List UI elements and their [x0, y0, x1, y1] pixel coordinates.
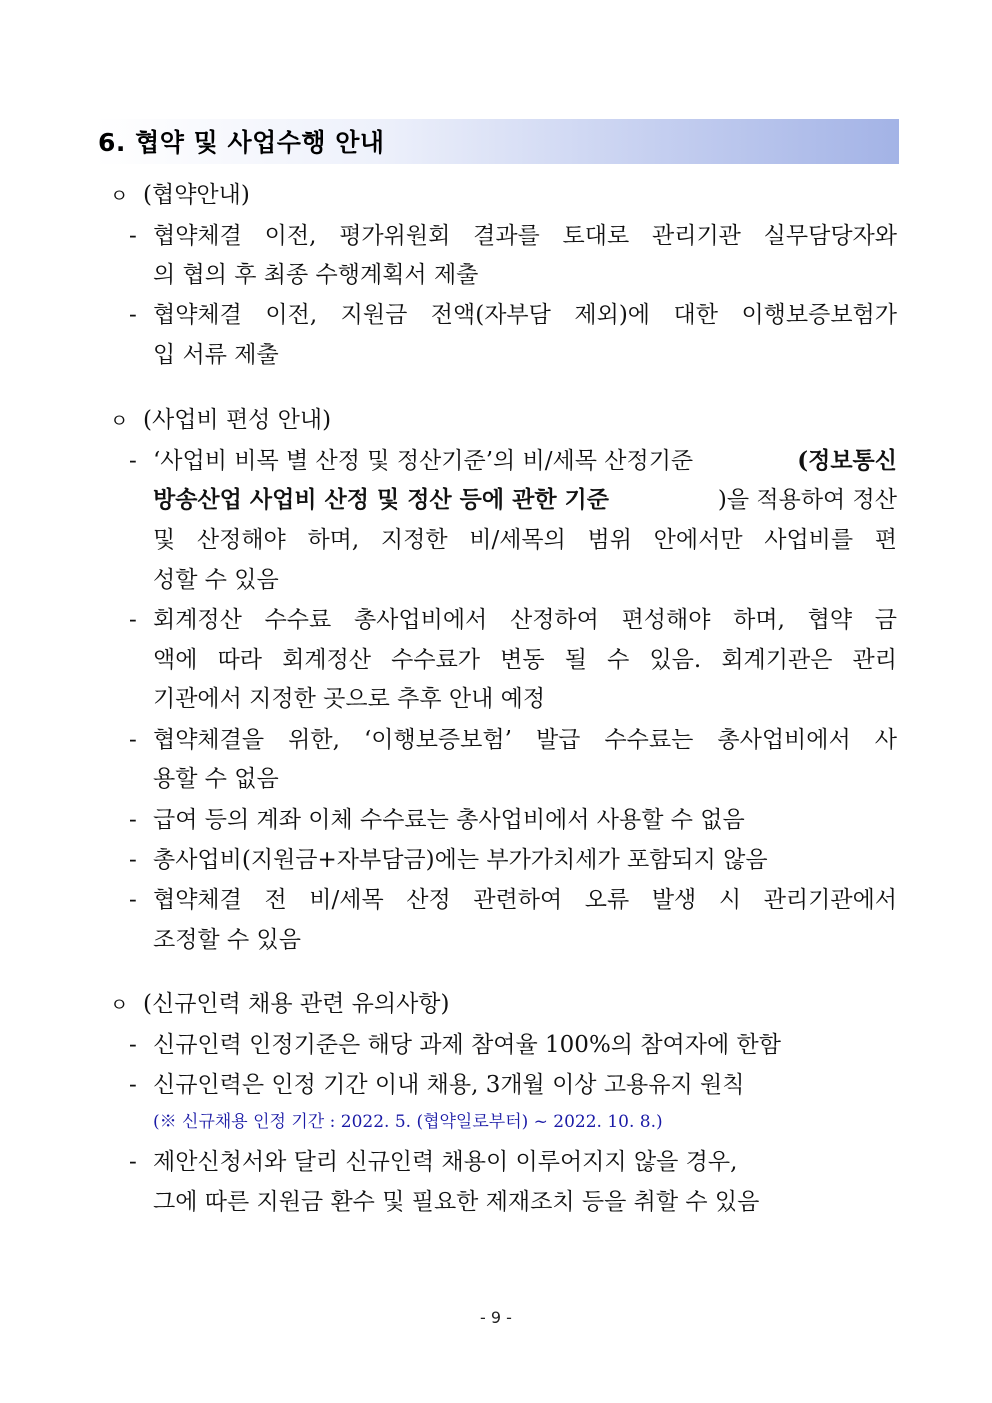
dash-bullet: -: [129, 887, 137, 913]
item-line-mixed: [153, 483, 897, 517]
item-line: 그에 따른 지원금 환수 및 필요한 제재조치 등을 취할 수 있음: [153, 1189, 760, 1215]
item-line: 제안신청서와 달리 신규인력 채용이 이루어지지 않을 경우,: [153, 1149, 738, 1175]
group-heading: (신규인력 채용 관련 유의사항): [143, 991, 450, 1017]
item-line: 신규인력 인정기준은 해당 과제 참여율 100%의 참여자에 한함: [153, 1032, 781, 1058]
item-text: )을 적용하여 정산: [717, 487, 897, 513]
group-bullet: [110, 987, 128, 1021]
item-text-bold: 방송산업 사업비 산정 및 정산 등에 관한 기준: [153, 486, 609, 513]
dash-bullet: -: [129, 727, 137, 753]
circle-bullet-icon: ㅇ: [110, 410, 129, 432]
section-title: 6. 협약 및 사업수행 안내: [98, 128, 385, 157]
dash-bullet: -: [129, 1032, 137, 1058]
item-line: 조정할 수 있음: [153, 927, 301, 953]
item-line-mixed: [153, 444, 897, 478]
item-line: 협약체결 이전, 지원금 전액(자부담 제외)에 대한 이행보증보험가: [153, 302, 897, 328]
item-line: 회계정산 수수료 총사업비에서 산정하여 편성해야 하며, 협약 금: [153, 607, 897, 633]
item-line: 의 협의 후 최종 수행계획서 제출: [153, 262, 479, 288]
item-line: 액에 따라 회계정산 수수료가 변동 될 수 있음. 회계기관은 관리: [153, 647, 897, 673]
item-line: 총사업비(지원금+자부담금)에는 부가가치세가 포함되지 않음: [153, 847, 768, 873]
circle-bullet-icon: ㅇ: [110, 994, 129, 1016]
group-heading: (협약안내): [143, 182, 250, 208]
item-line: 입 서류 제출: [153, 342, 279, 368]
item-line: 기관에서 지정한 곳으로 추후 안내 예정: [153, 686, 546, 712]
item-text-bold: (정보통신: [797, 447, 897, 474]
item-line: 성할 수 있음: [153, 567, 279, 593]
dash-bullet: -: [129, 607, 137, 633]
item-line: 및 산정해야 하며, 지정한 비/세목의 범위 안에서만 사업비를 편: [153, 527, 897, 553]
dash-bullet: -: [129, 223, 137, 249]
dash-bullet: -: [129, 1149, 137, 1175]
dash-bullet: -: [129, 807, 137, 833]
group-bullet: [110, 178, 128, 212]
item-line: 협약체결 전 비/세목 산정 관련하여 오류 발생 시 관리기관에서: [153, 887, 897, 913]
dash-bullet: -: [129, 448, 137, 474]
circle-bullet-icon: ㅇ: [110, 185, 129, 207]
group-bullet: [110, 403, 128, 437]
item-line: 협약체결 이전, 평가위원회 결과를 토대로 관리기관 실무담당자와: [153, 223, 897, 249]
dash-bullet: -: [129, 847, 137, 873]
item-text: ‘사업비 비목 별 산정 및 정산기준’의 비/세목 산정기준: [153, 448, 694, 474]
item-line: 급여 등의 계좌 이체 수수료는 총사업비에서 사용할 수 없음: [153, 807, 745, 833]
item-line: 협약체결을 위한, ‘이행보증보험’ 발급 수수료는 총사업비에서 사: [153, 727, 897, 753]
page-number: - 9 -: [480, 1308, 512, 1327]
dash-bullet: -: [129, 302, 137, 328]
note-text: (※ 신규채용 인정 기간 : 2022. 5. (협약일로부터) ~ 2022. 10. 8.): [153, 1112, 663, 1132]
item-line: 용할 수 없음: [153, 766, 279, 792]
group-heading: (사업비 편성 안내): [143, 407, 332, 433]
dash-bullet: -: [129, 1072, 137, 1098]
item-line: 신규인력은 인정 기간 이내 채용, 3개월 이상 고용유지 원칙: [153, 1072, 745, 1098]
